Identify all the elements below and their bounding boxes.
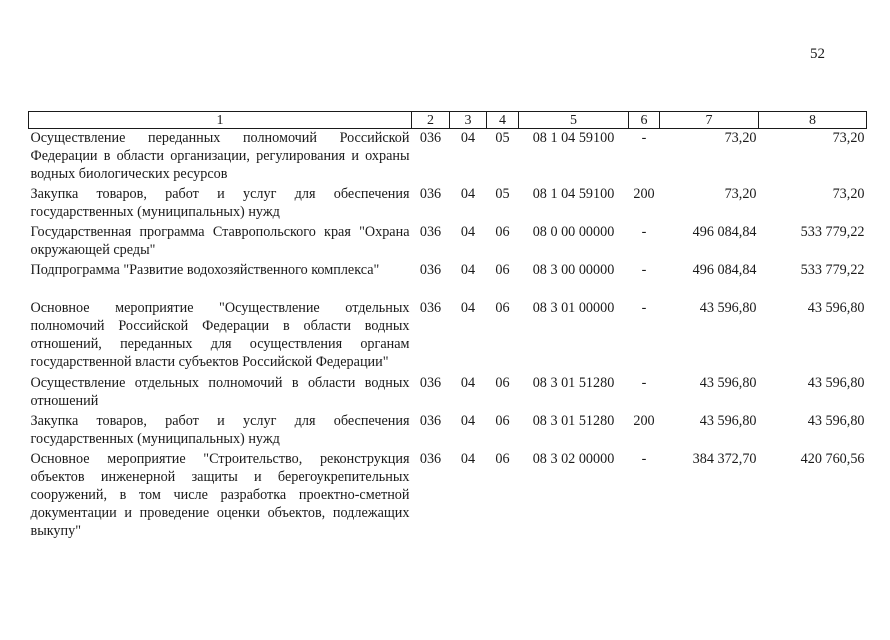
table-row <box>29 374 867 412</box>
amount-year-2: 73,20 <box>832 130 865 146</box>
item-name: Осуществление переданных полномочий Российской Федерации в области организации, регулирования и охраны водных биологических ресурсов <box>30 130 410 182</box>
section-code: 04 <box>460 375 476 391</box>
amount-year-2: 43 596,80 <box>807 375 865 391</box>
ministry-code: 036 <box>419 186 442 202</box>
expense-type-code: - <box>641 224 647 240</box>
amount-year-1: 43 596,80 <box>699 375 757 391</box>
subsection-code: 05 <box>495 186 510 202</box>
amount-year-1: 73,20 <box>724 186 757 202</box>
amount-year-2: 43 596,80 <box>807 413 865 429</box>
section-code: 04 <box>460 300 476 316</box>
section-code: 04 <box>460 130 476 146</box>
column-header: 3 <box>450 112 487 129</box>
ministry-code: 036 <box>419 224 442 240</box>
section-code: 04 <box>460 262 476 278</box>
subsection-code: 06 <box>495 224 510 240</box>
target-article-code: 08 3 00 00000 <box>532 262 615 278</box>
ministry-code: 036 <box>419 130 442 146</box>
column-header: 5 <box>519 112 629 129</box>
amount-year-2: 420 760,56 <box>800 451 865 467</box>
amount-year-2: 43 596,80 <box>807 300 865 316</box>
target-article-code: 08 3 01 00000 <box>532 300 615 316</box>
target-article-code: 08 3 02 00000 <box>532 451 615 467</box>
expense-type-code: - <box>641 375 647 391</box>
ministry-code: 036 <box>419 262 442 278</box>
subsection-code: 06 <box>495 300 510 316</box>
page-number: 52 <box>810 46 825 62</box>
expense-type-code: - <box>641 262 647 278</box>
subsection-code: 06 <box>495 413 510 429</box>
table-row <box>29 261 867 299</box>
expense-type-code: - <box>641 300 647 316</box>
section-code: 04 <box>460 224 476 240</box>
column-header: 4 <box>487 112 519 129</box>
amount-year-1: 73,20 <box>724 130 757 146</box>
ministry-code: 036 <box>419 451 442 467</box>
expense-type-code: - <box>641 130 647 146</box>
column-header: 1 <box>29 112 412 129</box>
amount-year-1: 496 084,84 <box>692 224 757 240</box>
target-article-code: 08 1 04 59100 <box>532 130 615 146</box>
expense-type-code: 200 <box>633 413 655 429</box>
amount-year-2: 533 779,22 <box>800 262 865 278</box>
subsection-code: 06 <box>495 262 510 278</box>
table-row <box>29 129 867 186</box>
amount-year-1: 384 372,70 <box>692 451 757 467</box>
column-header: 2 <box>412 112 450 129</box>
table-header-row <box>29 112 867 129</box>
table-row <box>29 185 867 223</box>
section-code: 04 <box>460 186 476 202</box>
column-header: 6 <box>629 112 660 129</box>
item-name: Основное мероприятие "Осуществление отдельных полномочий Российской Федерации в области водных отношений, переданных для осуществления органам государственной власти субъектов Российской Федерации" <box>30 300 410 370</box>
table-row <box>29 450 867 540</box>
item-name: Осуществление отдельных полномочий в области водных отношений <box>30 375 410 409</box>
target-article-code: 08 3 01 51280 <box>532 413 615 429</box>
column-header: 7 <box>660 112 759 129</box>
table-row <box>29 412 867 450</box>
subsection-code: 06 <box>495 375 510 391</box>
item-name: Закупка товаров, работ и услуг для обеспечения государственных (муниципальных) нужд <box>30 186 410 220</box>
subsection-code: 06 <box>495 451 510 467</box>
amount-year-1: 496 084,84 <box>692 262 757 278</box>
budget-table <box>28 111 867 540</box>
item-name: Основное мероприятие "Строительство, реконструкция объектов инженерной защиты и берегоукрепительных сооружений, в том числе разработка проектно-сметной документации и проведение оценки объектов, подлежащих выкупу" <box>30 451 410 539</box>
column-header: 8 <box>759 112 867 129</box>
item-name: Подпрограмма "Развитие водохозяйственного комплекса" <box>30 262 380 278</box>
amount-year-2: 533 779,22 <box>800 224 865 240</box>
amount-year-2: 73,20 <box>832 186 865 202</box>
subsection-code: 05 <box>495 130 510 146</box>
item-name: Государственная программа Ставропольского края "Охрана окружающей среды" <box>30 224 410 258</box>
ministry-code: 036 <box>419 375 442 391</box>
amount-year-1: 43 596,80 <box>699 300 757 316</box>
table-row <box>29 223 867 261</box>
section-code: 04 <box>460 413 476 429</box>
target-article-code: 08 0 00 00000 <box>532 224 615 240</box>
section-code: 04 <box>460 451 476 467</box>
item-name: Закупка товаров, работ и услуг для обеспечения государственных (муниципальных) нужд <box>30 413 410 447</box>
target-article-code: 08 3 01 51280 <box>532 375 615 391</box>
ministry-code: 036 <box>419 300 442 316</box>
amount-year-1: 43 596,80 <box>699 413 757 429</box>
table-row <box>29 299 867 374</box>
expense-type-code: - <box>641 451 647 467</box>
target-article-code: 08 1 04 59100 <box>532 186 615 202</box>
ministry-code: 036 <box>419 413 442 429</box>
expense-type-code: 200 <box>633 186 655 202</box>
